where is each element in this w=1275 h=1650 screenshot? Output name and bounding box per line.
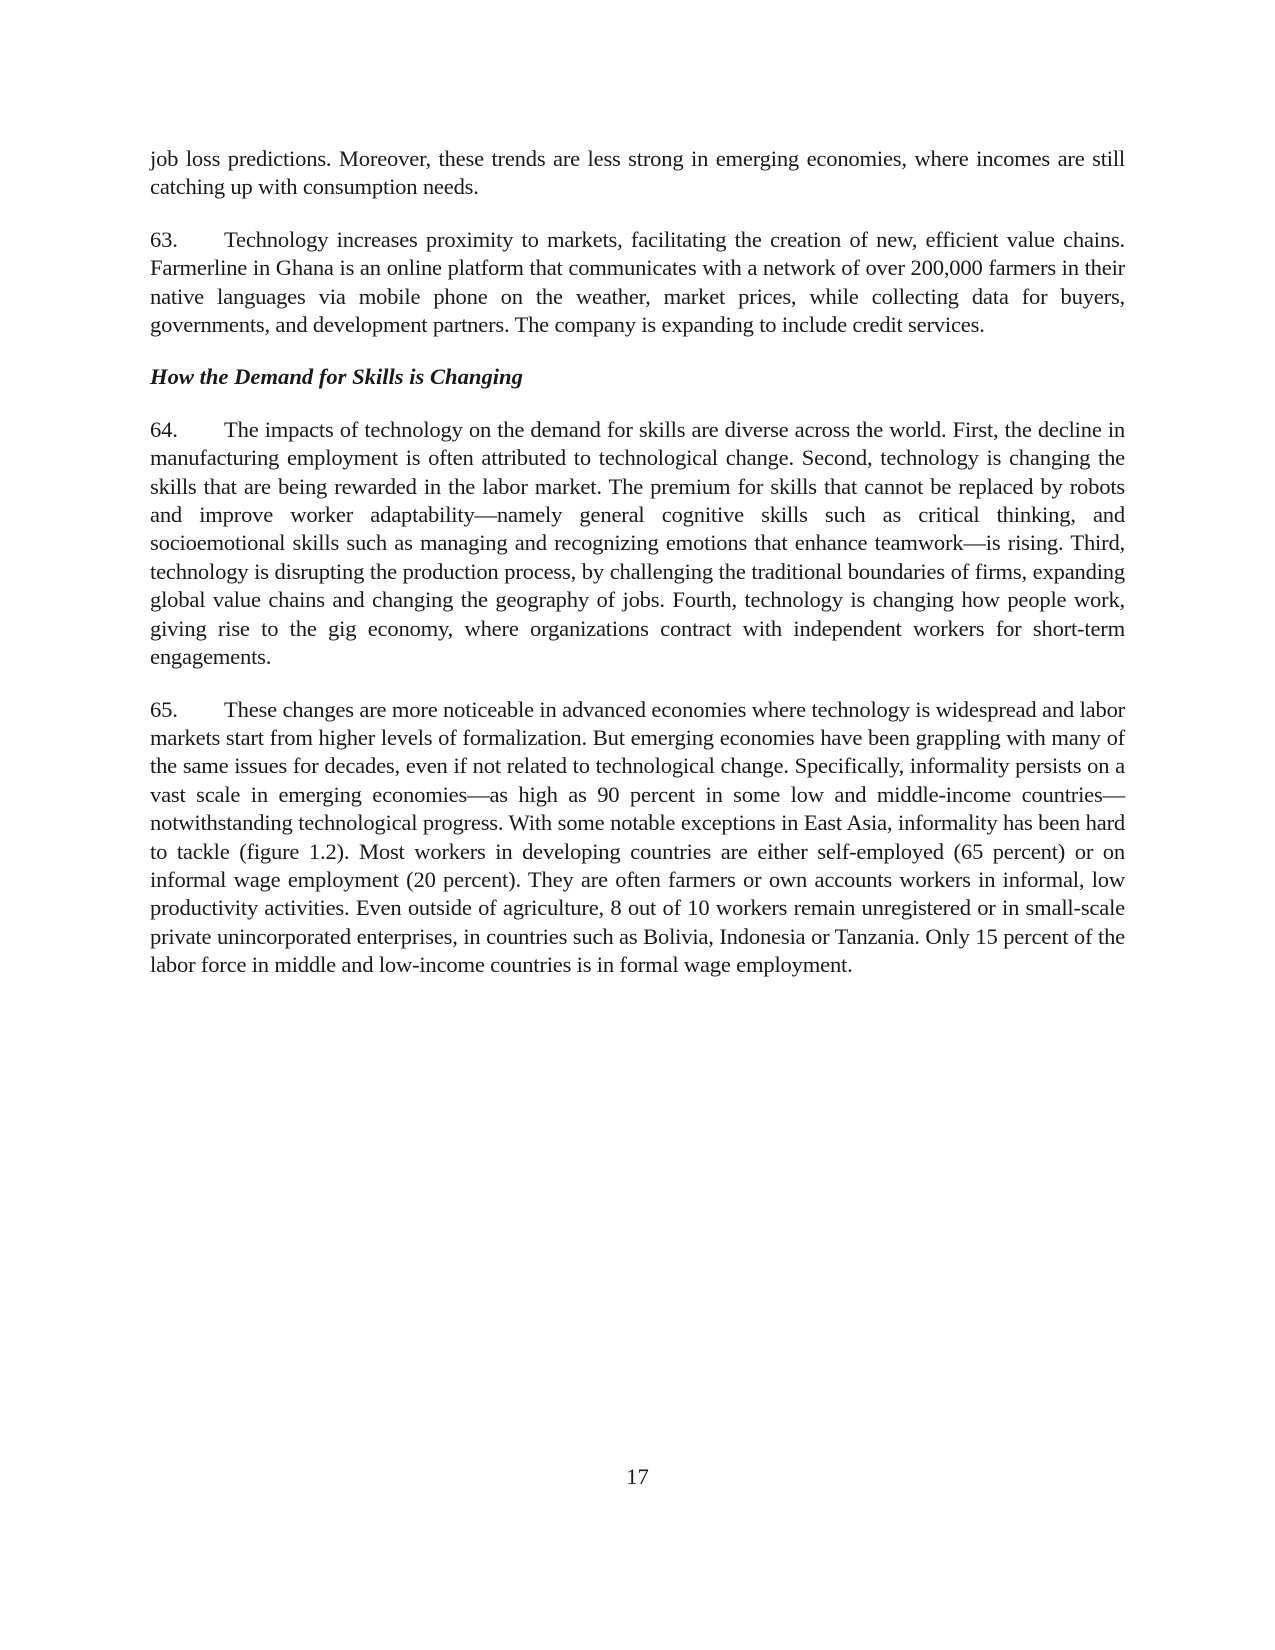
paragraph-number: 65. bbox=[150, 696, 178, 722]
paragraph-text: These changes are more noticeable in advanced economies where technology is widespread and labor markets start from higher levels of formalization. But emerging economies have been grappling with many of the same issues for decades, even if not related to technological change. Specifically, informality persists on a vast scale in emerging economies—as high as 90 percent in some low and middle-income countries—notwithstanding technological progress. With some notable exceptions in East Asia, informality has been hard to tackle (figure 1.2). Most workers in developing countries are either self-employed (65 percent) or on informal wage employment (20 percent). They are often farmers or own accounts workers in informal, low productivity activities. Even outside of agriculture, 8 out of 10 workers remain unregistered or in small-scale private unincorporated enterprises, in countries such as Bolivia, Indonesia or Tanzania. Only 15 percent of the labor force in middle and low-income countries is in formal wage employment. bbox=[150, 696, 1125, 978]
paragraph-63 bbox=[150, 226, 1125, 340]
document-page bbox=[150, 145, 1125, 1004]
paragraph-65 bbox=[150, 696, 1125, 980]
paragraph-number: 63. bbox=[150, 226, 178, 252]
section-heading: How the Demand for Skills is Changing bbox=[150, 364, 523, 390]
paragraph-text: Technology increases proximity to markets, facilitating the creation of new, efficient value chains. Farmerline in Ghana is an online platform that communicates with a network of over 200,000 farmers in their native languages via mobile phone on the weather, market prices, while collecting data for buyers, governments, and development partners. The company is expanding to include credit services. bbox=[150, 226, 1125, 338]
paragraph-continued bbox=[150, 145, 1125, 202]
paragraph-number: 64. bbox=[150, 416, 178, 442]
page-number: 17 bbox=[626, 1464, 649, 1489]
paragraph-text: job loss predictions. Moreover, these trends are less strong in emerging economies, where incomes are still catching up with consumption needs. bbox=[150, 146, 1125, 200]
paragraph-64 bbox=[150, 416, 1125, 672]
paragraph-text: The impacts of technology on the demand for skills are diverse across the world. First, the decline in manufacturing employment is often attributed to technological change. Second, technology is changing the skills that are being rewarded in the labor market. The premium for skills that cannot be replaced by robots and improve worker adaptability—namely general cognitive skills such as critical thinking, and socioemotional skills such as managing and recognizing emotions that enhance teamwork—is rising. Third, technology is disrupting the production process, by challenging the traditional boundaries of firms, expanding global value chains and changing the geography of jobs. Fourth, technology is changing how people work, giving rise to the gig economy, where organizations contract with independent workers for short-term engagements. bbox=[150, 416, 1125, 670]
